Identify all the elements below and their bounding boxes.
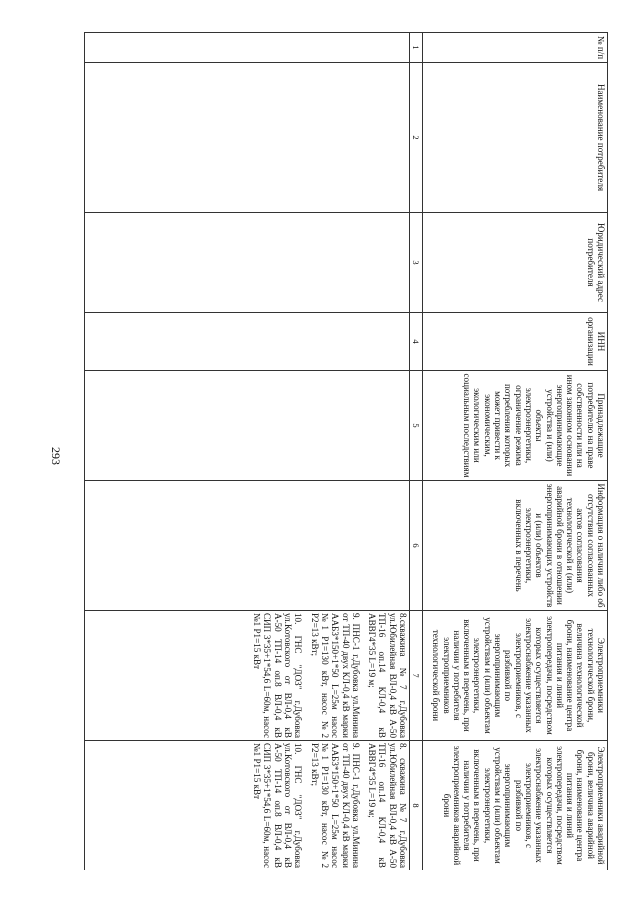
header-cell: Электроприемники технологической брони, величина технологической брони, наименование центра питания и линий электропередачи, посредством которых осуществляется электроснабжение указанных электроприемников, с разбивкой по энергопринимающим устройствам и (или) объектам электроэнергетики, включенным в перечень, при наличии у потребителя электроприемников технологической брони: [423, 611, 608, 741]
column-number: 7: [410, 611, 423, 741]
column-number-row: [410, 33, 423, 871]
column-number: 2: [410, 63, 423, 213]
column-number: 4: [410, 313, 423, 371]
header-cell: № п/п: [423, 33, 608, 63]
column-number: 3: [410, 213, 423, 313]
header-cell: Наименование потребителя: [423, 63, 608, 213]
emergency-reserve-entry: 10. ГНС "ДОЗ" г.Дубовка ул.Котовского от ВЛ-0,4 кВ А-50 ТП-14 оп.8 ВЛ-0,4 кВ СИП 3*35+1*54,6 L=60м, насос №1 P1=15 кВт: [252, 743, 304, 868]
empty-cell: [85, 371, 410, 481]
empty-cell: [85, 33, 410, 63]
empty-cell: [85, 213, 410, 313]
technological-reserve-entry: 9. ПНС-1 г.Дубовка ул.Минина от ТП-40 двух КЛ-0,4 кВ марки ААБ3*150+1*50 L=25м насос №1 P1=130 кВт, насос №2 P2=13 кВт;: [309, 613, 361, 738]
empty-cell: [85, 481, 410, 611]
technological-reserve-entry: 10. ГНС "ДОЗ" г.Дубовка ул.Котовского от ВЛ-0,4 кВ А-50 ТП-14 оп.8 ВЛ-0,4 кВ СИП 3*35+1*54,6 L=60м, насос №1 P1=15 кВт: [252, 613, 304, 738]
column-number: 8: [410, 741, 423, 871]
header-cell: ИНН организации: [423, 313, 608, 371]
column-number: 1: [410, 33, 423, 63]
empty-cell: [85, 313, 410, 371]
header-cell: Информация о наличии либо об отсутствии согласованных актов согласования технологической и (или) аварийной брони в отношении энергопринимающих устройств и (или) объектов электроэнергетики, включенных в перечень: [423, 481, 608, 611]
emergency-reserve-entry: 9. ПНС-1 г.Дубовка ул.Минина от ТП-40 двух КЛ-0,4 кВ марки ААБ3*150+1*50 L=25м насос №1 P1=130 кВт, насос №2 P2=13 кВт;: [309, 743, 361, 868]
technological-reserve-cell: [85, 611, 410, 741]
header-cell: Юридический адрес потребителя: [423, 213, 608, 313]
header-row: [423, 33, 608, 871]
emergency-reserve-cell: [85, 741, 410, 871]
header-cell: Принадлежащие потребителю на праве собственности или на ином законном основании энергопринимающие устройства и (или) объекты электроэнергетики, ограничение режима потребления которых может привести к экономическим, экологическим или социальным последствиям: [423, 371, 608, 481]
header-cell: Электроприемники аварийной брони, величина аварийной брони, наименование центра питания и линий электропередачи, посредством которых осуществляется электроснабжение указанных электроприемников, с разбивкой по энергопринимающим устройствам и (или) объектам электроэнергетики, включенным в перечень, при наличии у потребителя электроприемников аварийной брони: [423, 741, 608, 871]
emergency-reserve-entry: 8. скважина №7 г.Дубовка ул.Юбилейная ВЛ-0,4 кВ А-50 ТП-16 оп.14 КЛ-0,4 кВ АВВГ4*35 L=19 м;: [367, 743, 408, 868]
column-number: 5: [410, 371, 423, 481]
empty-cell: [85, 63, 410, 213]
column-number: 6: [410, 481, 423, 611]
rotated-table-frame: [68, 32, 608, 870]
page-number: 293: [49, 447, 63, 465]
data-row: [85, 33, 410, 871]
consumer-table: [84, 32, 608, 870]
technological-reserve-entry: 8.скважина №7 г.Дубовка ул.Юбилейная ВЛ-0,4 кВ А-50 ТП-16 оп.14 КЛ-0,4 кВ АВВГ4*35 L=19 м;: [367, 613, 408, 738]
